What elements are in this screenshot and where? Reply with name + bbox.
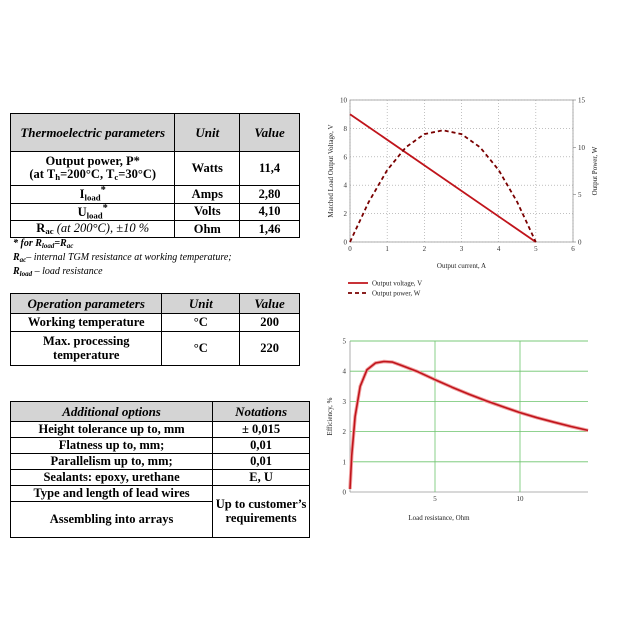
- row-value: ± 0,015: [213, 422, 310, 438]
- row-value: Up to customer’s requirements: [213, 486, 310, 538]
- efficiency-series-line: [350, 362, 588, 490]
- footnote-rload: $R_{load}$ – load resistance: [13, 265, 103, 278]
- output-power-condition: (at $T_h=200^\circ C$, $T_c=30^\circ C$): [29, 166, 157, 183]
- y-tick-label: 0: [342, 488, 346, 497]
- u-load-value: 4,10: [240, 203, 300, 221]
- i-load-label: $I_{load}^*$: [11, 186, 175, 204]
- row-label: Sealants: epoxy, urethane: [11, 470, 213, 486]
- x-tick-label: 5: [433, 495, 437, 503]
- efficiency-series-glow: [350, 362, 588, 490]
- y-tick-label: 6: [343, 153, 347, 162]
- row-value: 0,01: [213, 438, 310, 454]
- x-tick-label: 3: [459, 245, 464, 253]
- output-power-label: Output power, P*: [45, 153, 140, 168]
- column-header: Unit: [175, 114, 240, 152]
- x-tick-label: 0: [348, 245, 352, 253]
- x-tick-label: 4: [496, 245, 501, 253]
- i-load-value: 2,80: [240, 186, 300, 204]
- column-header: Unit: [162, 294, 240, 314]
- y-tick-label: 10: [340, 96, 347, 105]
- column-header: Notations: [213, 402, 310, 422]
- y-tick-label: 8: [343, 124, 347, 133]
- footnote-matched-load: * for $R_{load}=R_{ac}$: [13, 238, 74, 250]
- x-tick-label: 10: [516, 495, 524, 503]
- row-unit: °C: [162, 332, 240, 366]
- x-tick-label: 2: [422, 245, 427, 253]
- y-axis-label: Efficiency, %: [326, 397, 334, 436]
- x-tick-label: 6: [571, 245, 575, 253]
- row-label: Type and length of lead wires: [11, 486, 213, 502]
- y-tick-label: 5: [342, 337, 346, 346]
- y-axis-label: Matched Load Output Voltage, V: [327, 124, 335, 218]
- row-label: Parallelism up to, mm;: [11, 454, 213, 470]
- row-label: Height tolerance up to, mm: [11, 422, 213, 438]
- row-label: Working temperature: [11, 314, 162, 332]
- y-tick-label: 1: [342, 458, 346, 467]
- x-tick-label: 5: [534, 245, 538, 253]
- row-value: E, U: [213, 470, 310, 486]
- column-header: Additional options: [11, 402, 213, 422]
- column-header: Operation parameters: [11, 294, 162, 314]
- output-power-unit: Watts: [175, 152, 240, 186]
- row-label: Assembling into arrays: [11, 502, 213, 538]
- y2-axis-label: Output Power, W: [591, 146, 599, 196]
- column-header: Value: [240, 114, 300, 152]
- y-tick-label: 0: [343, 238, 347, 247]
- y-tick-label: 3: [342, 397, 346, 406]
- r-ac-unit: Ohm: [175, 221, 240, 238]
- legend-label: Output power, W: [372, 289, 421, 298]
- x-tick-label: 1: [385, 245, 389, 253]
- u-load-unit: Volts: [175, 203, 240, 221]
- y-tick-label: 2: [343, 210, 347, 219]
- r-ac-value: 1,46: [240, 221, 300, 238]
- i-load-unit: Amps: [175, 186, 240, 204]
- y2-tick-label: 10: [578, 143, 585, 152]
- column-header: Thermoelectric parameters: [11, 114, 175, 152]
- x-axis-label: Output current, A: [436, 262, 487, 270]
- x-axis-label: Load resistance, Ohm: [408, 514, 470, 522]
- output-power-value: 11,4: [240, 152, 300, 186]
- row-label: Max. processing temperature: [11, 332, 162, 366]
- legend-label: Output voltage, V: [372, 279, 423, 288]
- row-value: 0,01: [213, 454, 310, 470]
- y-tick-label: 4: [342, 367, 346, 376]
- y-tick-label: 2: [342, 428, 346, 437]
- row-value: 200: [240, 314, 300, 332]
- y2-tick-label: 5: [578, 191, 582, 200]
- y2-tick-label: 0: [578, 238, 582, 247]
- row-value: 220: [240, 332, 300, 366]
- r-ac-label: $R_{ac}$ (at 200°C), ±10 %: [11, 221, 175, 238]
- row-label: Flatness up to, mm;: [11, 438, 213, 454]
- column-header: Value: [240, 294, 300, 314]
- y2-tick-label: 15: [578, 96, 585, 105]
- u-load-label: $U_{load}^*$: [11, 203, 175, 221]
- footnote-rac: $R_{ac}-$ internal TGM resistance at working temperature;: [13, 251, 232, 264]
- y-tick-label: 4: [343, 181, 347, 190]
- row-unit: °C: [162, 314, 240, 332]
